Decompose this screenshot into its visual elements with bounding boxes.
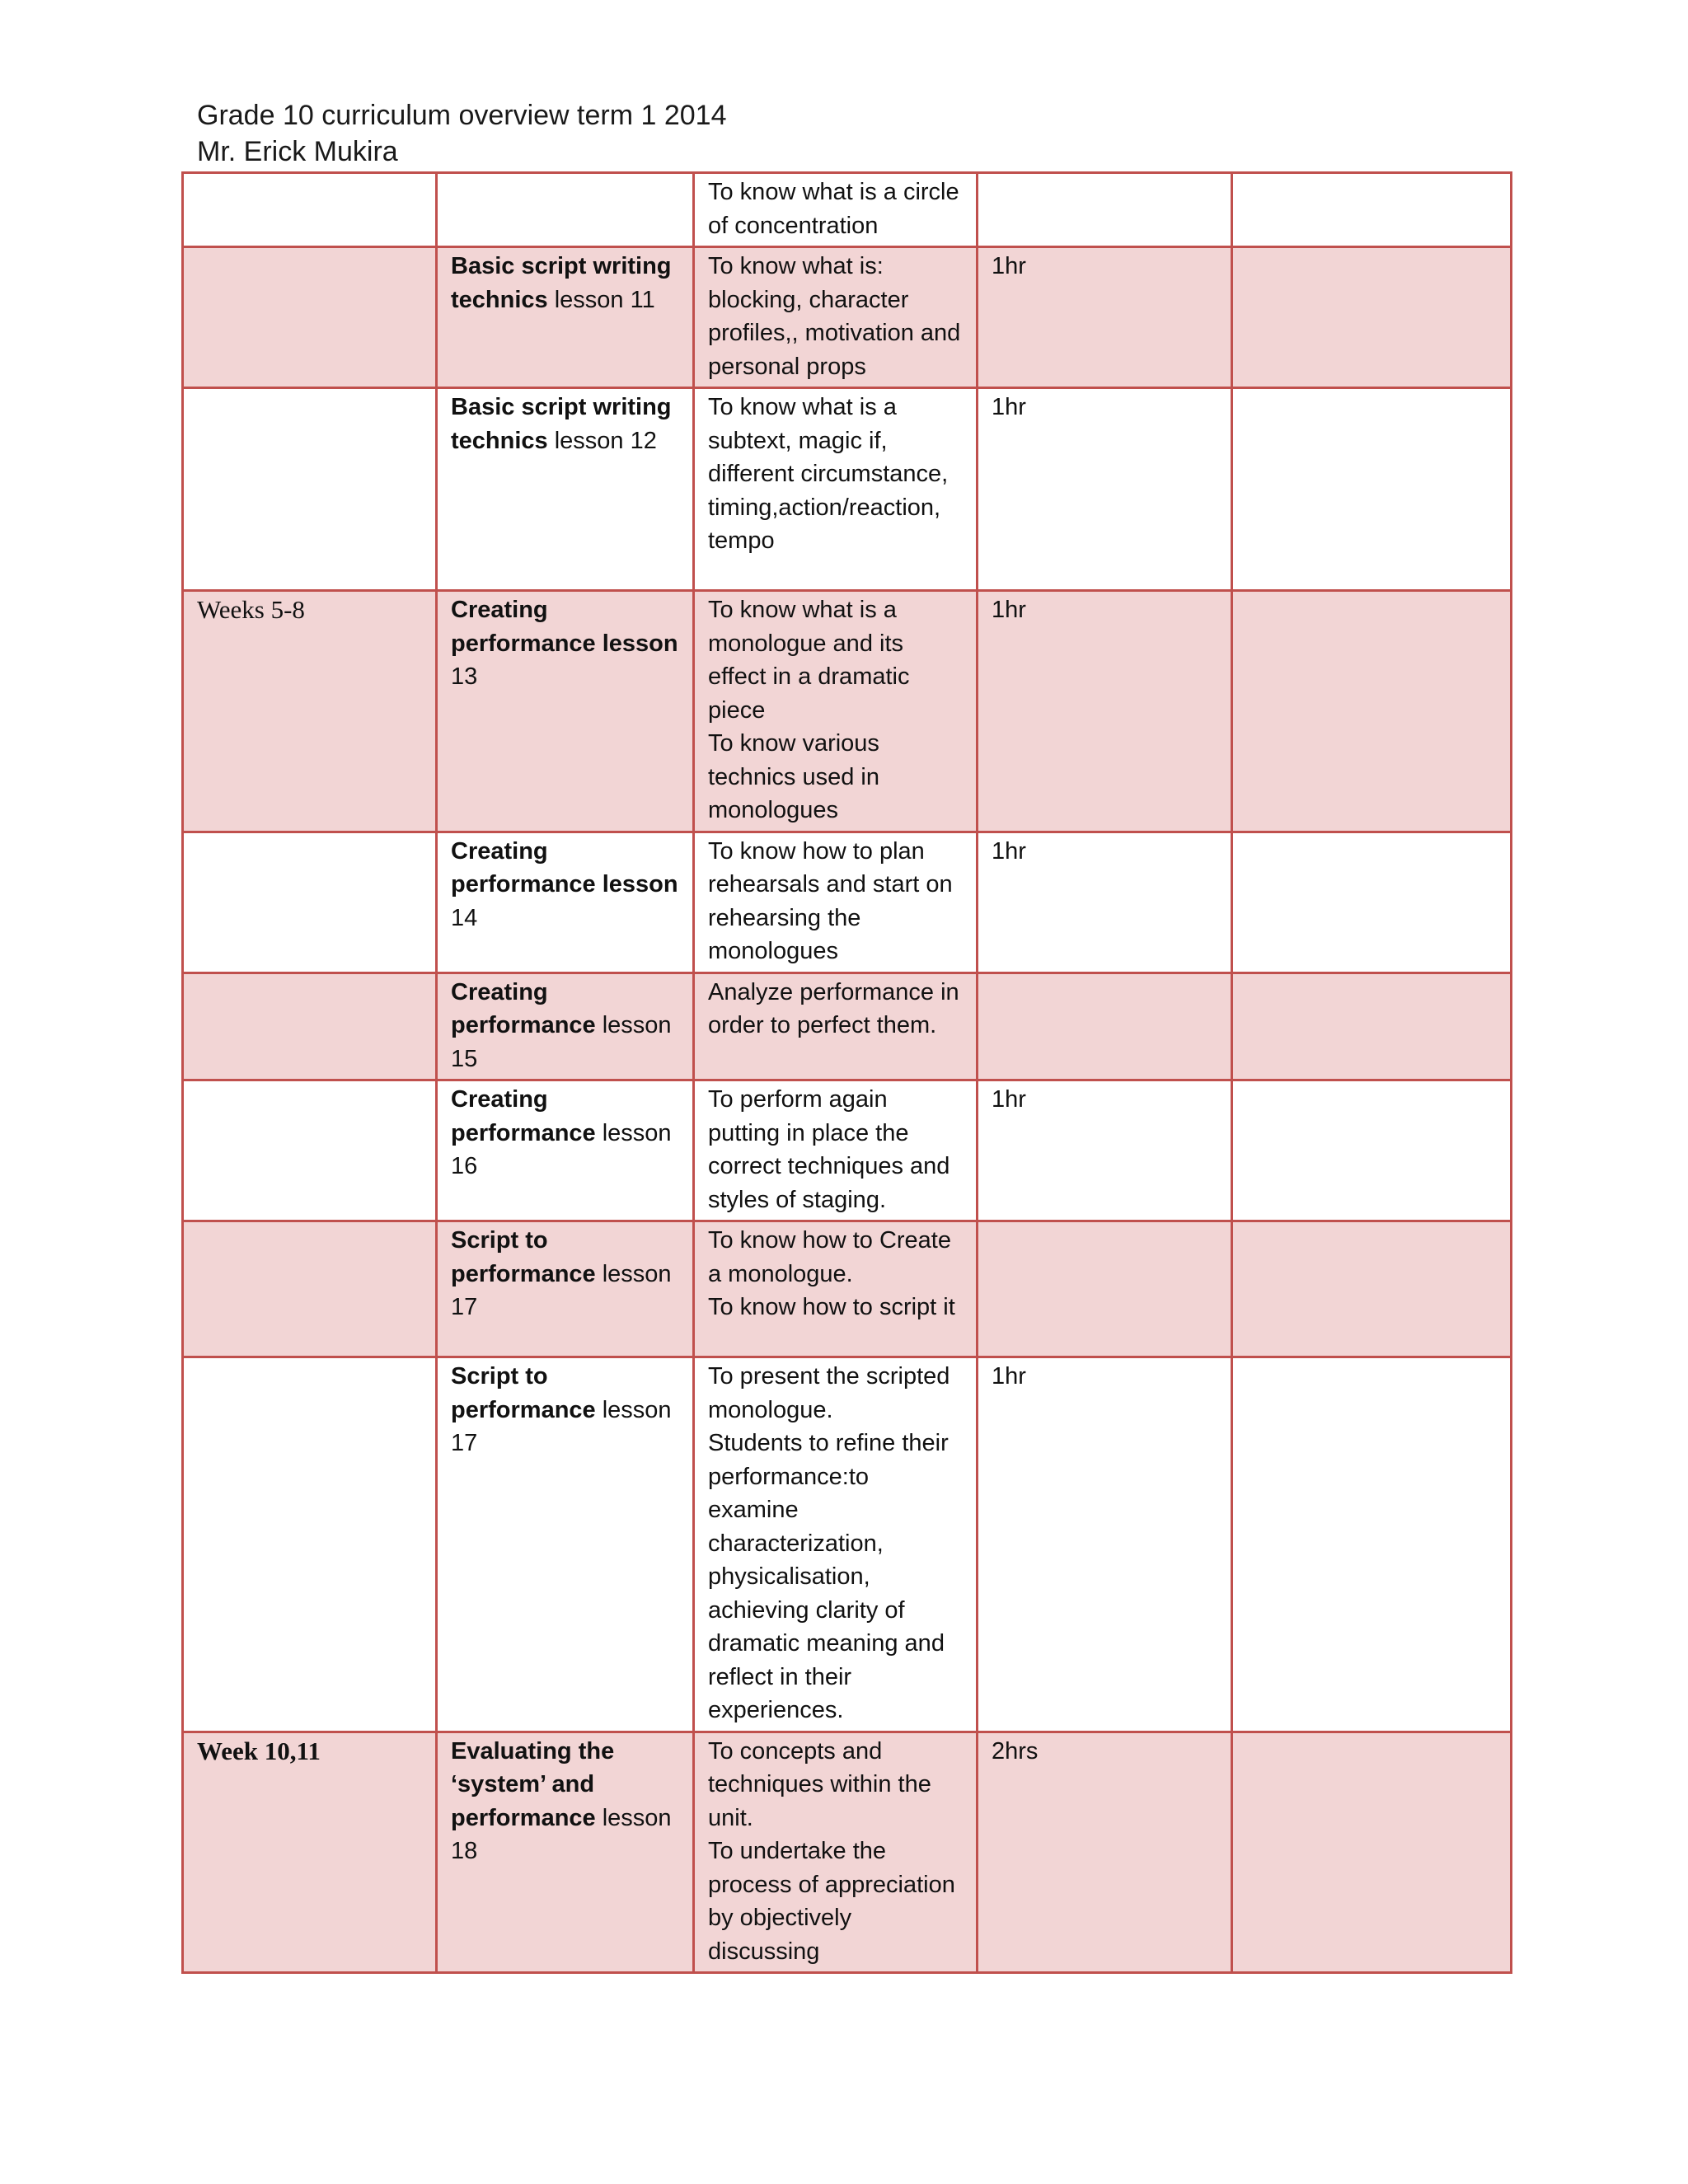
topic-cell: Basic script writing technics lesson 11 — [437, 247, 694, 388]
notes-cell — [1232, 173, 1512, 247]
week-cell — [183, 1221, 437, 1357]
objective-text: To know what is a subtext, magic if, different circumstance, timing,action/reaction, tempo — [708, 394, 949, 554]
objectives-cell — [694, 388, 978, 591]
time-cell — [978, 173, 1232, 247]
objective-text: To perform again putting in place the correct techniques and styles of staging. — [708, 1086, 950, 1213]
objectives-cell — [694, 1080, 978, 1221]
table-row — [183, 972, 1512, 1080]
notes-cell — [1232, 972, 1512, 1080]
objectives-cell — [694, 247, 978, 388]
notes-cell — [1232, 1357, 1512, 1732]
table-row — [183, 173, 1512, 247]
week-cell — [183, 1357, 437, 1732]
topic-cell: Creating performance lesson 15 — [437, 972, 694, 1080]
objective-text: Analyze performance in order to perfect them. — [708, 978, 959, 1038]
table-row — [183, 1080, 1512, 1221]
notes-cell — [1232, 1080, 1512, 1221]
table-row — [183, 1221, 1512, 1357]
topic-cell — [437, 173, 694, 247]
notes-cell — [1232, 1221, 1512, 1357]
objective-text: To know what is a monologue and its effect in a dramatic piece — [708, 597, 910, 724]
document-title: Grade 10 curriculum overview term 1 2014 — [197, 100, 727, 131]
objectives-cell — [694, 1357, 978, 1732]
topic-cell: Creating performance lesson 13 — [437, 591, 694, 832]
objectives-cell — [694, 591, 978, 832]
teacher-name: Mr. Erick Mukira — [197, 136, 398, 167]
objective-text: To undertake the process of appreciation by objectively discussing — [708, 1838, 955, 1965]
notes-cell — [1232, 247, 1512, 388]
notes-cell — [1232, 1732, 1512, 1973]
objectives-cell — [694, 1221, 978, 1357]
table-row — [183, 832, 1512, 972]
topic-cell: Creating performance lesson 14 — [437, 832, 694, 972]
table-row — [183, 388, 1512, 591]
time-cell: 1hr — [978, 591, 1232, 832]
time-cell — [978, 972, 1232, 1080]
time-cell: 2hrs — [978, 1732, 1232, 1973]
document-header — [197, 97, 727, 170]
topic-cell: Script to performance lesson 17 — [437, 1357, 694, 1732]
week-cell — [183, 591, 437, 832]
week-cell — [183, 1080, 437, 1221]
objectives-cell — [694, 832, 978, 972]
curriculum-table — [181, 171, 1512, 1974]
objective-text: To present the scripted monologue. — [708, 1363, 950, 1423]
objective-text: To know various technics used in monologues — [708, 730, 879, 823]
time-cell: 1hr — [978, 247, 1232, 388]
week-cell — [183, 247, 437, 388]
notes-cell — [1232, 388, 1512, 591]
table-row — [183, 1732, 1512, 1973]
objective-text: To know what is a circle of concentration — [708, 179, 959, 239]
week-label: Week 10,11 — [197, 1736, 321, 1765]
table-row — [183, 247, 1512, 388]
topic-cell: Basic script writing technics lesson 12 — [437, 388, 694, 591]
time-cell: 1hr — [978, 1080, 1232, 1221]
time-cell: 1hr — [978, 832, 1232, 972]
week-cell — [183, 972, 437, 1080]
time-cell: 1hr — [978, 1357, 1232, 1732]
topic-cell: Creating performance lesson 16 — [437, 1080, 694, 1221]
objectives-cell — [694, 1732, 978, 1973]
objectives-cell — [694, 173, 978, 247]
week-cell — [183, 388, 437, 591]
notes-cell — [1232, 591, 1512, 832]
time-cell — [978, 1221, 1232, 1357]
topic-cell: Script to performance lesson 17 — [437, 1221, 694, 1357]
week-cell — [183, 832, 437, 972]
week-cell — [183, 173, 437, 247]
notes-cell — [1232, 832, 1512, 972]
objective-text: To concepts and techniques within the unit. — [708, 1737, 931, 1831]
topic-cell: Evaluating the ‘system’ and performance lesson 18 — [437, 1732, 694, 1973]
objective-text: To know what is: blocking, character profiles,, motivation and personal props — [708, 253, 961, 380]
week-label: Weeks 5-8 — [197, 595, 305, 624]
objective-text: To know how to Create a monologue. — [708, 1227, 951, 1287]
objective-text: To know how to script it — [708, 1294, 955, 1320]
table-row — [183, 1357, 1512, 1732]
table-row — [183, 591, 1512, 832]
time-cell: 1hr — [978, 388, 1232, 591]
objective-text: Students to refine their performance:to examine characterization, physicalisation, achieving clarity of dramatic meaning and reflect in their experiences. — [708, 1430, 949, 1723]
objective-text: To know how to plan rehearsals and start on rehearsing the monologues — [708, 837, 953, 964]
objectives-cell — [694, 972, 978, 1080]
week-cell — [183, 1732, 437, 1973]
